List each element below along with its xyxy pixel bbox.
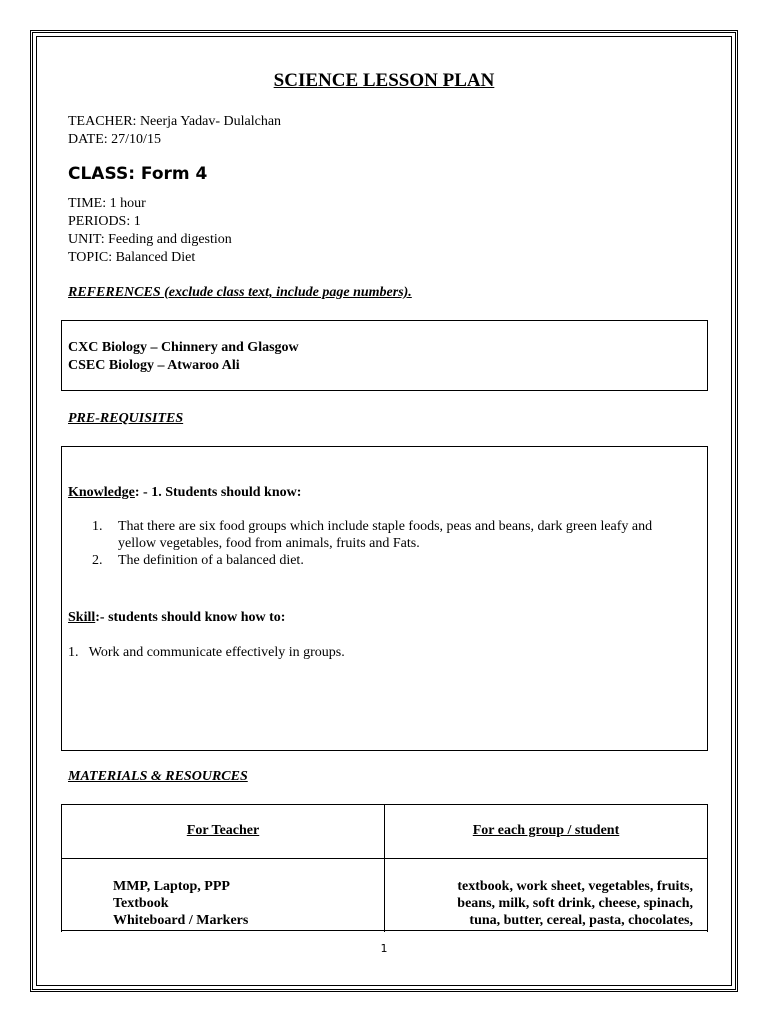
teacher-material-item: Whiteboard / Markers [113, 913, 249, 928]
date-line: DATE: 27/10/15 [68, 132, 161, 147]
document-title: SCIENCE LESSON PLAN [273, 70, 495, 91]
skill-label: Skill [68, 610, 96, 625]
knowledge-item [92, 518, 702, 552]
teacher-material-item: MMP, Laptop, PPP [113, 879, 230, 894]
list-number: 1. [92, 519, 103, 534]
teacher-line: TEACHER: Neerja Yadav- Dulalchan [68, 114, 282, 129]
prerequisites-box [61, 446, 708, 751]
periods-line: PERIODS: 1 [68, 214, 141, 229]
materials-teacher-cell [61, 858, 385, 932]
materials-group-cell [384, 858, 708, 932]
page-number: 1 [380, 942, 388, 955]
group-material-line: tuna, butter, cereal, pasta, chocolates, [469, 913, 693, 928]
group-material-line: textbook, work sheet, vegetables, fruits, [457, 879, 693, 894]
unit-line: UNIT: Feeding and digestion [68, 232, 232, 247]
reference-item: CXC Biology – Chinnery and Glasgow [68, 340, 299, 355]
time-line: TIME: 1 hour [68, 196, 146, 211]
materials-header-teacher [61, 804, 385, 859]
references-heading: REFERENCES (exclude class text, include page numbers). [68, 285, 412, 300]
list-number: 2. [92, 553, 103, 568]
references-box [61, 320, 708, 391]
column-header-group: For each group / student [472, 823, 620, 838]
skill-heading [68, 609, 285, 627]
knowledge-label: Knowledge [68, 485, 135, 500]
knowledge-item-line: yellow vegetables, food from animals, fruits and Fats. [118, 536, 420, 551]
reference-item: CSEC Biology – Atwaroo Ali [68, 358, 240, 373]
skill-intro: :- students should know how to: [95, 610, 286, 625]
knowledge-intro: : - 1. Students should know: [134, 485, 302, 500]
table-bottom-edge [61, 930, 708, 931]
materials-heading: MATERIALS & RESOURCES [68, 769, 248, 784]
knowledge-heading [68, 484, 301, 502]
knowledge-item-line: That there are six food groups which include staple foods, peas and beans, dark green leafy and [118, 519, 653, 534]
knowledge-list [92, 518, 702, 569]
topic-line: TOPIC: Balanced Diet [68, 250, 196, 265]
column-header-teacher: For Teacher [186, 823, 260, 838]
materials-header-group [384, 804, 708, 859]
class-heading: CLASS: Form 4 [68, 164, 208, 184]
knowledge-item-line: The definition of a balanced diet. [118, 553, 304, 568]
prerequisites-heading: PRE-REQUISITES [68, 411, 184, 426]
group-material-line: beans, milk, soft drink, cheese, spinach, [457, 896, 693, 911]
knowledge-item [92, 552, 702, 569]
skill-item: 1. Work and communicate effectively in groups. [68, 645, 345, 660]
teacher-material-item: Textbook [113, 896, 169, 911]
